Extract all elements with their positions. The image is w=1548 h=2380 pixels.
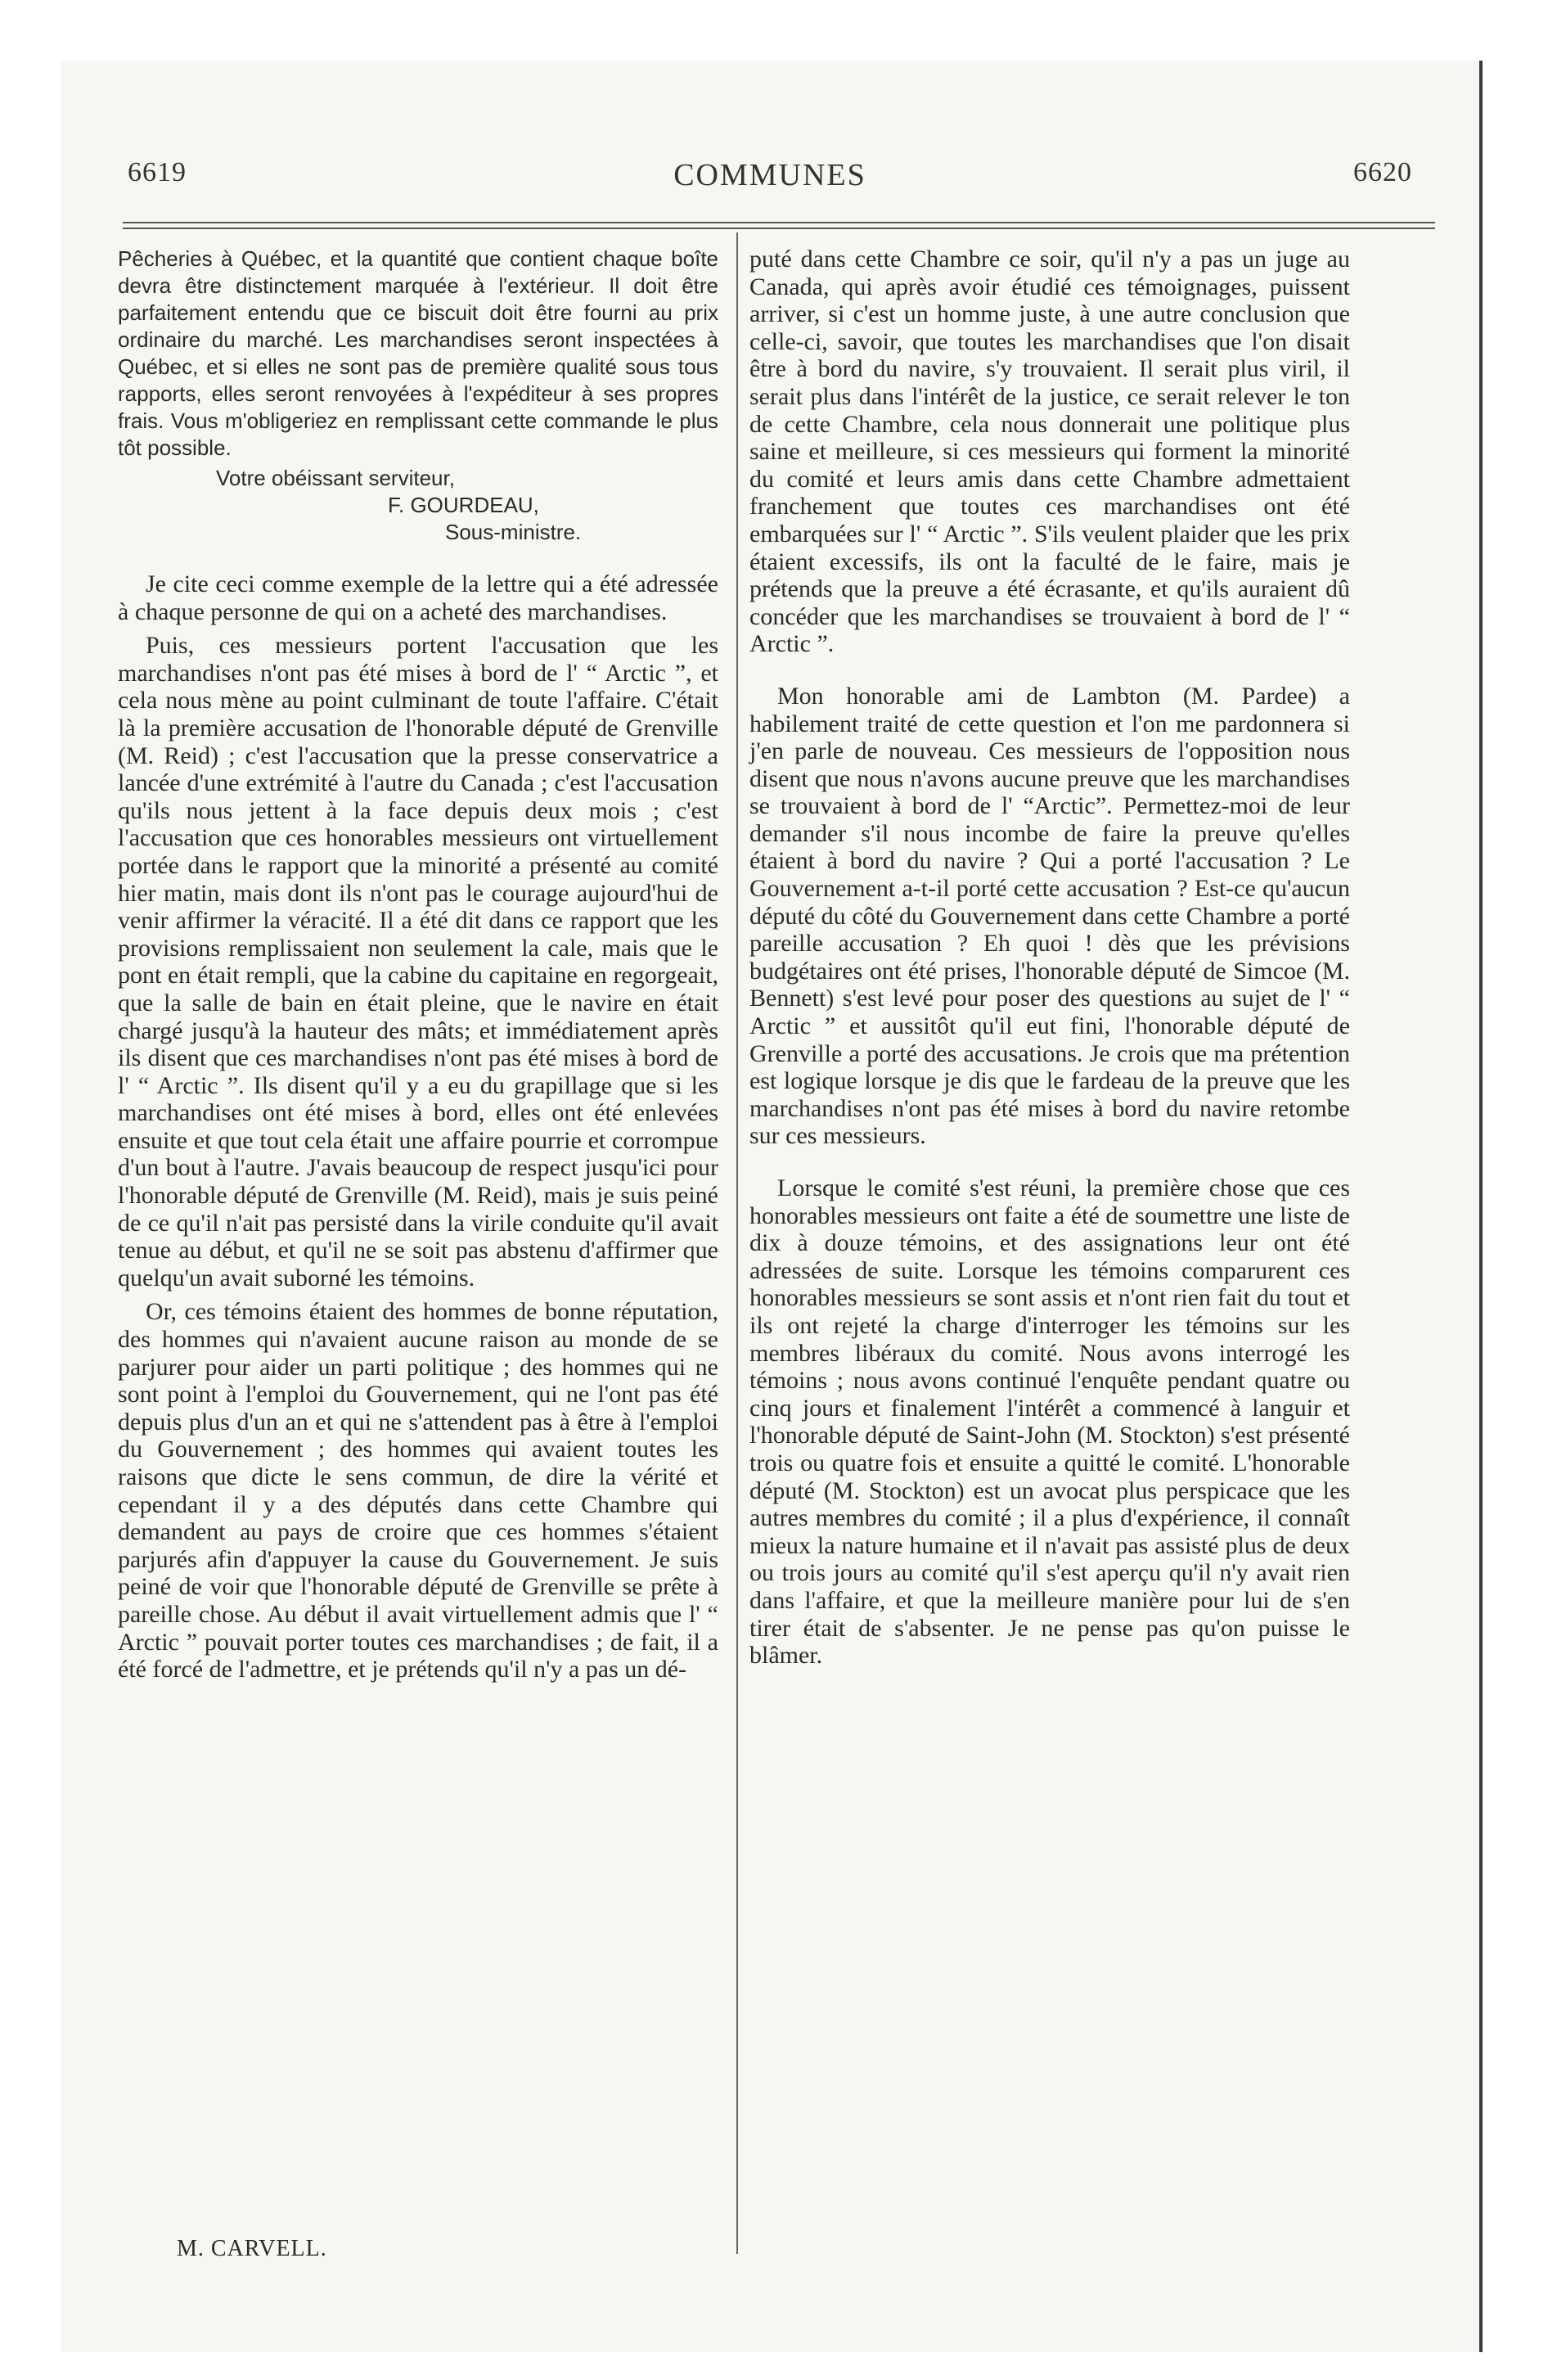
letter-closing: Votre obéissant serviteur, <box>216 466 455 490</box>
paragraph: Mon honorable ami de Lambton (M. Pardee) a habilement traité de cette question et l'on me pardonnera si j'en parle de nouveau. Ces messieurs de l'opposition nous disent que nous n'avons aucune preuve que les marchandises se trouvaient à bord de l' “Arctic”. Permettez-moi de leur demander s'il nous incombe de faire la preuve qu'elles étaient à bord du navire ? Qui a porté l'accusation ? Le Gouvernement a-t-il porté cette accusation ? Est-ce qu'aucun député du côté du Gouvernement dans cette Chambre a porté pareille accusation ? Eh quoi ! dès que les prévisions budgétaires ont été prises, l'honorable député de Simcoe (M. Bennett) s'est levé pour poser des questions au sujet de l' “ Arctic ” et aussitôt qu'il eut fini, l'honorable député de Grenville a porté des accusations. Je crois que ma prétention est logique lorsque je dis que le fardeau de la preuve que les marchandises n'ont pas été mises à bord du navire retombe sur ces messieurs. <box>749 682 1350 1150</box>
header-rule-bottom <box>123 228 1435 229</box>
quoted-letter: Pêcheries à Québec, et la quantité que contient chaque boîte devra être distinctement marquée à l'extérieur. Il doit être parfaitement entendu que ce biscuit doit être fourni au prix ordinaire du marché. Les marchandises seront inspectées à Québec, et si elles ne sont pas de première qualité sous tous rapports, elles seront renvoyées à l'expéditeur à ses propres frais. Vous m'obligeriez en remplissant cette commande le plus tôt possible. <box>118 246 718 460</box>
right-page-number: 6620 <box>1353 157 1412 187</box>
page <box>61 61 1483 2352</box>
scanned-sheet <box>61 61 1483 2352</box>
left-page-number: 6619 <box>128 157 187 187</box>
letter-signature-name: F. GOURDEAU, <box>388 493 539 517</box>
column-divider <box>736 232 738 2254</box>
paragraph: Je cite ceci comme exemple de la lettre qui a été adressée à chaque personne de qui on a acheté des marchandises. <box>118 570 718 625</box>
paragraph: Lorsque le comité s'est réuni, la première chose que ces honorables messieurs ont faite a été de soumettre une liste de dix à douze témoins, et des assignations leur ont été adressées de suite. Lorsque les témoins comparurent ces honorables messieurs se sont assis et n'ont rien fait du tout et ils ont rejeté la charge d'interroger les témoins sur les membres libéraux du comité. Nous avons interrogé les témoins ; nous avons continué l'enquête pendant quatre ou cinq jours et finalement l'intérêt a commencé à languir et l'honorable député de Saint-John (M. Stockton) s'est présenté trois ou quatre fois et ensuite a quitté le comité. L'honorable député (M. Stockton) est un avocat plus perspicace que les autres membres du comité ; il a plus d'expérience, il connaît mieux la nature humaine et il n'avait pas assisté plus de deux ou trois jours au comité qu'il s'est aperçu qu'il n'y avait rien dans l'affaire, et que la meilleure manière pour lui de s'en tirer était de s'absenter. Je ne pense pas qu'on puisse le blâmer. <box>749 1174 1350 1670</box>
paragraph: Or, ces témoins étaient des hommes de bonne réputation, des hommes qui n'avaient aucune raison au monde de se parjurer pour aider un parti politique ; des hommes qui ne sont point à l'emploi du Gouvernement, qui ne l'ont pas été depuis plus d'un an et qui ne s'attendent pas à être à l'emploi du Gouvernement ; des hommes qui avaient toutes les raisons que dicte le sens commun, de dire la vérité et cependant il y a des députés dans cette Chambre qui demandent au pays de croire que ces hommes s'étaient parjurés afin d'appuyer la cause du Gouvernement. Je suis peiné de voir que l'honorable député de Grenville se prête à pareille chose. Au début il avait virtuellement admis que l' “ Arctic ” pouvait porter toutes ces marchandises ; de fait, il a été forcé de l'admettre, et je prétends qu'il n'y a pas un dé- <box>118 1298 718 1684</box>
header-rule-top <box>123 222 1435 223</box>
paragraph: Puis, ces messieurs portent l'accusation que les marchandises n'ont pas été mises à bord de l' “ Arctic ”, et cela nous mène au point culminant de toute l'affaire. C'était là la première accusation de l'honorable député de Grenville (M. Reid) ; c'est l'accusation que la presse conservatrice a lancée d'une extrémité à l'autre du Canada ; c'est l'accusation qu'ils nous jettent à la face depuis deux mois ; c'est l'accusation que ces honorables messieurs ont virtuellement portée dans le rapport que la minorité a présenté au comité hier matin, mais dont ils n'ont pas le courage aujourd'hui de venir affirmer la véracité. Il a été dit dans ce rapport que les provisions remplissaient non seulement la cale, mais que le pont en était rempli, que la cabine du capitaine en regorgeait, que la salle de bain en était pleine, que le navire en était chargé jusqu'à la hauteur des mâts; et immédiatement après ils disent que ces marchandises n'ont pas été mises à bord de l' “ Arctic ”. Ils disent qu'il y a eu du grapillage que si les marchandises ont été mises à bord, elles ont été enlevées ensuite et que tout cela était une affaire pourrie et corrompue d'un bout à l'autre. J'avais beaucoup de respect jusqu'ici pour l'honorable député de Grenville (M. Reid), mais je suis peiné de ce qu'il n'ait pas persisté dans la virile conduite qu'il avait tenue au début, et qu'il ne se soit pas abstenu d'affirmer que quelqu'un avait suborné les témoins. <box>118 632 718 1291</box>
left-column <box>118 246 718 1684</box>
paragraph: puté dans cette Chambre ce soir, qu'il n'y a pas un juge au Canada, qui après avoir étudié ces témoignages, puissent arriver, si c'est un homme juste, à une autre conclusion que celle-ci, savoir, que toutes les marchandises que l'on disait être à bord du navire, s'y trouvaient. Il serait plus viril, il serait plus dans l'intérêt de la justice, ce serait relever le ton de cette Chambre, cela nous donnerait une politique plus saine et meilleure, si ces messieurs qui forment la minorité du comité et leurs amis dans cette Chambre admettaient franchement que toutes ces marchandises ont été embarquées sur l' “ Arctic ”. S'ils veulent plaider que les prix étaient excessifs, ils ont la faculté de le faire, mais je prétends que la preuve a été écrasante, et qu'ils auraient dû concéder que les marchandises se trouvaient à bord de l' “ Arctic ”. <box>749 246 1350 658</box>
letter-signature-title: Sous-ministre. <box>445 520 582 544</box>
right-column <box>749 246 1350 1670</box>
running-footer: M. CARVELL. <box>177 2236 327 2261</box>
page-title: COMMUNES <box>673 158 866 192</box>
